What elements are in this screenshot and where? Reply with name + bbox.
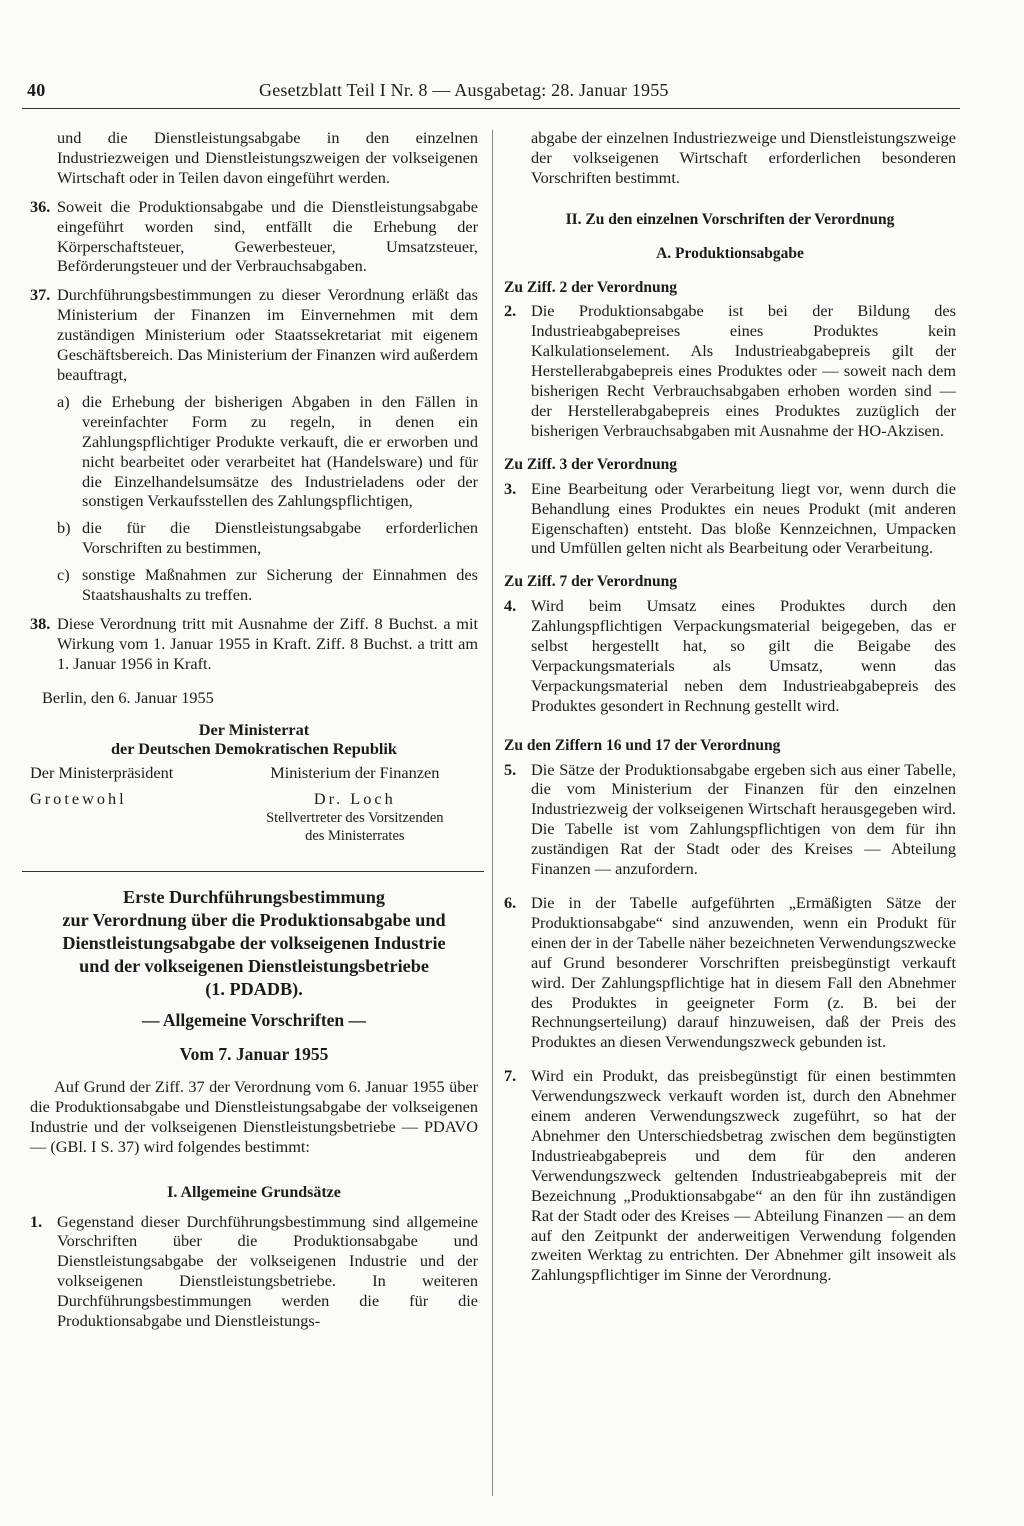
article-text: Wird beim Umsatz eines Produktes durch den Zahlungspflichtigen Verpackungsmaterial beigegeben, das er selbst hergestellt hat, so gilt die Beigabe des Verpackungsmaterials als Umsatz, wenn das Verpackungsmaterial neben dem Industrieabgabepreis des Produktes gesondert in Rechnung gestellt wird. <box>531 596 956 715</box>
article-number: 6. <box>504 893 517 912</box>
signature-block <box>30 763 478 845</box>
article-text: Die Produktionsabgabe ist bei der Bildung des Industrieabgabepreises eines Produktes kein Kalkulationselement. Als Industrieabgabepreis gilt der Herstellerabgabepreis eines Produktes oder — soweit nach dem bisherigen Recht Verbrauchsabgaben erhoben worden sind — der Herstellerabgabepreis eines Produktes zuzüglich der bisherigen Verbrauchsabgaben mit Ausnahme der HO-Akzisen. <box>531 301 956 440</box>
document-title-line: zur Verordnung über die Produktionsabgabe und <box>62 910 446 931</box>
section-separator <box>22 871 484 872</box>
sub-item-a <box>30 392 478 511</box>
continued-paragraph: und die Dienstleistungsabgabe in den einzelnen Industriezweigen und Dienstleistungszweigen der volkseigenen Wirtschaft oder in Teilen davon eingeführt werden. <box>57 128 478 187</box>
article-text: Soweit die Produktionsabgabe und die Dienstleistungsabgabe eingeführt worden sind, entfällt die Erhebung der Körperschaftsteuer, Gewerbesteuer, Umsatzsteuer, Beförderungsteuer und der Verbrauchsabgaben. <box>57 196 478 276</box>
preamble: Auf Grund der Ziff. 37 der Verordnung vom 6. Januar 1955 über die Produktionsabgabe und Dienstleistungsabgabe der volkseigenen Industrie und der volkseigenen Dienstleistungsbetriebe — PDAVO — (GBl. I S. 37) wird folgendes bestimmt: <box>30 1077 478 1156</box>
header-rule <box>22 108 960 109</box>
article-text: Die in der Tabelle aufgeführten „Ermäßigten Sätze der Produktionsabgabe“ sind anzuwenden, wenn ein Produkt für einen der in der Tabelle näher bezeichneten Verwendungszwecke auf Grund besonderer Vorschriften preisbegünstigt verkauft wird. Der Zahlungspflichtige hat in diesem Fall den Abnehmer des Produktes in geeigneter Form (z. B. bei der Rechnungserteilung) darauf hinzuweisen, daß der Preis des Produktes an diesen Verwendungszweck gebunden ist. <box>531 893 956 1052</box>
sub-item-text: die für die Dienstleistungsabgabe erforderlichen Vorschriften zu bestimmen, <box>82 518 478 558</box>
signatory-body <box>30 720 478 760</box>
sub-item-text: sonstige Maßnahmen zur Sicherung der Einnahmen des Staatshaushalts zu treffen. <box>82 565 478 605</box>
article-number: 37. <box>30 285 51 305</box>
article-number: 4. <box>504 596 517 616</box>
article-38 <box>30 614 478 674</box>
document-title-line: Dienstleistungsabgabe der volkseigenen Industrie <box>62 933 446 954</box>
article-4 <box>504 596 956 715</box>
document-subtitle: — Allgemeine Vorschriften — <box>141 1010 367 1031</box>
signer-name: Dr. Loch <box>313 789 396 809</box>
continued-paragraph: abgabe der einzelnen Industriezweige und Dienstleistungszweige der volkseigenen Wirtschaft erforderlichen besonderen Vorschriften bestimmt. <box>531 128 956 187</box>
subsection-heading-production-levy: A. Produktionsabgabe <box>656 244 804 262</box>
signer-title-1: Stellvertreter des Vorsitzenden <box>266 810 444 827</box>
article-37 <box>30 285 478 385</box>
article-number: 3. <box>504 478 517 498</box>
right-column <box>504 128 956 1285</box>
signer-role: Der Ministerpräsident <box>30 763 174 783</box>
signer-title-2: des Ministerrates <box>305 828 405 845</box>
article-36 <box>30 197 478 277</box>
sub-item-label: a) <box>57 391 70 411</box>
article-number: 36. <box>30 196 51 216</box>
reference-heading: Zu Ziff. 7 der Verordnung <box>504 573 677 591</box>
article-number: 5. <box>504 759 517 779</box>
article-text: Durchführungsbestimmungen zu dieser Verordnung erläßt das Ministerium der Finanzen im Einvernehmen mit dem zuständigen Ministerium oder Staatssekretariat mit eigenem Geschäftsbereich. Das Ministerium der Finanzen wird außerdem beauftragt, <box>57 285 478 384</box>
page-number: 40 <box>27 80 46 100</box>
sub-item-b <box>30 518 478 558</box>
document-title-line: (1. PDADB). <box>205 979 303 1000</box>
article-3 <box>504 479 956 559</box>
signer-role: Ministerium der Finanzen <box>270 763 440 783</box>
sub-item-c <box>30 565 478 605</box>
left-column <box>30 128 478 1331</box>
signatory-body-line-1: Der Ministerrat <box>198 719 310 739</box>
signatory-body-line-2: der Deutschen Demokratischen Republik <box>111 739 397 759</box>
sub-item-label: b) <box>57 518 71 538</box>
article-text: Wird ein Produkt, das preisbegünstigt für einen bestimmten Verwendungszweck verkauft worden ist, durch den Abnehmer einem anderen Verwendungszweck zugeführt, so hat der Abnehmer den Unterschiedsbetrag zwischen dem begünstigten Industrieabgabepreis und dem für den anderen Verwendungszweck geltenden Industrieabgabepreis mit der Bezeichnung „Produktionsabgabe“ an den für ihn zuständigen Rat der Stadt oder des Kreises — Abteilung Finanzen — an dem auf den Zeitpunkt der anderweitigen Verwendung folgenden zweiten Werktag zu entrichten. Der Abnehmer gilt insoweit als Zahlungspflichtiger im Sinne der Verordnung. <box>531 1066 956 1285</box>
article-6 <box>504 893 956 1052</box>
article-7 <box>504 1066 956 1285</box>
article-5 <box>504 760 956 879</box>
article-text: Diese Verordnung tritt mit Ausnahme der Ziff. 8 Buchst. a mit Wirkung vom 1. Januar 1955 in Kraft. Ziff. 8 Buchst. a tritt am 1. Januar 1956 in Kraft. <box>57 613 478 673</box>
article-text: Eine Bearbeitung oder Verarbeitung liegt vor, wenn durch die Behandlung eines Produktes ein neues Produkt (mit anderen Eigenschaften) entsteht. Das bloße Kennzeichnen, Umpacken und Umfüllen gelten nicht als Bearbeitung oder Verarbeitung. <box>531 478 956 558</box>
article-number: 1. <box>30 1211 43 1231</box>
sub-item-label: c) <box>57 565 70 585</box>
document-title <box>30 886 478 1001</box>
signer-name: Grotewohl <box>30 789 127 809</box>
article-text: Die Sätze der Produktionsabgabe ergeben sich aus einer Tabelle, die vom Ministerium der Finanzen für den einzelnen Industriezweig der volkseigenen Wirtschaft herausgegeben wird. Die Tabelle ist vom Zahlungspflichtigen von dem für ihn zuständigen Rat der Stadt oder des Kreises — Abteilung Finanzen — anzufordern. <box>531 759 956 879</box>
section-heading-specific: II. Zu den einzelnen Vorschriften der Verordnung <box>565 210 895 228</box>
article-2 <box>504 301 956 440</box>
reference-heading: Zu den Ziffern 16 und 17 der Verordnung <box>504 736 781 754</box>
section-heading-general: I. Allgemeine Grundsätze <box>167 1183 341 1201</box>
document-title-line: Erste Durchführungsbestimmung <box>123 887 385 908</box>
document-date: Vom 7. Januar 1955 <box>179 1044 329 1065</box>
gazette-title: Gesetzblatt Teil I Nr. 8 — Ausgabetag: 28. Januar 1955 <box>259 80 669 100</box>
article-number: 7. <box>504 1066 517 1086</box>
sub-item-text: die Erhebung der bisherigen Abgaben in den Fällen in vereinfachter Form zu regeln, in denen ein Zahlungspflichtiger Produkte verkauft, die er erworben und nicht bearbeitet oder verarbeitet hat (Handelsware) und für die Einzelhandelsumsätze des Industrieladens oder der sonstigen Verkaufsstellen des Zahlungspflichtigen, <box>82 391 478 511</box>
article-number: 38. <box>30 613 51 633</box>
reference-heading: Zu Ziff. 3 der Verordnung <box>504 455 677 473</box>
reference-heading: Zu Ziff. 2 der Verordnung <box>504 278 677 296</box>
signature-left <box>30 763 232 845</box>
place-and-date: Berlin, den 6. Januar 1955 <box>42 687 214 707</box>
column-divider <box>492 130 493 1496</box>
article-text: Gegenstand dieser Durchführungsbestimmung sind allgemeine Vorschriften über die Produktionsabgabe und Dienstleistungsabgabe der volkseigenen Industrie und der volkseigenen Dienstleistungsbetriebe. In weiteren Durchführungsbestimmungen werden die für die Produktionsabgabe und Dienstleistungs- <box>57 1211 478 1331</box>
article-number: 2. <box>504 301 517 321</box>
document-title-line: und der volkseigenen Dienstleistungsbetriebe <box>79 956 429 977</box>
article-1 <box>30 1212 478 1331</box>
signature-right <box>232 763 478 845</box>
